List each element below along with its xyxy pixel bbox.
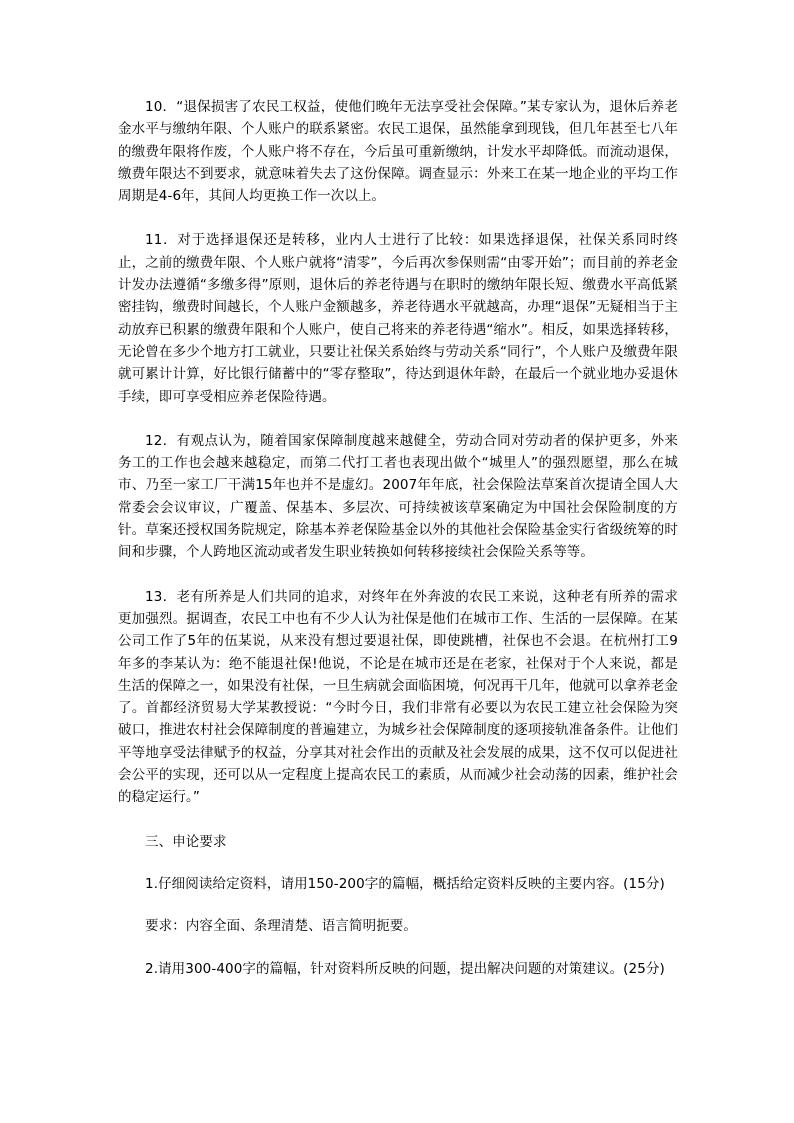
question-2: 2.请用300-400字的篇幅，针对资料所反映的问题，提出解决问题的对策建议。(25分) [145, 960, 665, 977]
paragraph-11: 11．对于选择退保还是转移，业内人士进行了比较：如果选择退保，社保关系同时终止，之前的缴费年限、个人账户就将“清零”，今后再次参保则需“由零开始”；而目前的养老金计发办法遵循“多缴多得”原则，退休后的养老待遇与在职时的缴纳年限长短、缴费水平高低紧密挂钩，缴费时间越长，个人账户金额越多，养老待遇水平就越高，办理“退保”无疑相当于主动放弃已积累的缴费年限和个人账户，使自己将来的养老待遇“缩水”。相反，如果选择转移，无论曾在多少个地方打工就业，只要让社保关系始终与劳动关系“同行”，个人账户及缴费年限就可累计计算，好比银行储蓄中的“零存整取”，待达到退休年龄，在最后一个就业地办妥退休手续，即可享受相应养老保险待遇。 [118, 232, 678, 405]
document-page [118, 96, 678, 980]
section-heading: 三、申论要求 [145, 833, 227, 850]
paragraph-12: 12．有观点认为，随着国家保障制度越来越健全，劳动合同对劳动者的保护更多，外来务工的工作也会越来越稳定，而第二代打工者也表现出做个“城里人”的强烈愿望，那么在城市、乃至一家工厂干满15年也并不是虚幻。2007年年底，社会保险法草案首次提请全国人大常委会会议审议，广覆盖、保基本、多层次、可持续被该草案确定为中国社会保险制度的方针。草案还授权国务院规定，除基本养老保险基金以外的其他社会保险基金实行省级统筹的时间和步骤，个人跨地区流动或者发生职业转换如何转移接续社会保险关系等等。 [118, 432, 678, 561]
paragraph-10: 10．“退保损害了农民工权益，使他们晚年无法享受社会保障。”某专家认为，退休后养老金水平与缴纳年限、个人账户的联系紧密。农民工退保，虽然能拿到现钱，但几年甚至七八年的缴费年限将作废，个人账户将不存在，今后虽可重新缴纳，计发水平却降低。而流动退保，缴费年限达不到要求，就意味着失去了这份保障。调查显示：外来工在某一地企业的平均工作周期是4-6年，其间人均更换工作一次以上。 [118, 99, 678, 205]
paragraph-13: 13．老有所养是人们共同的追求，对终年在外奔波的农民工来说，这种老有所养的需求更加强烈。据调查，农民工中也有不少人认为社保是他们在城市工作、生活的一层保障。在某公司工作了5年的伍某说，从来没有想过要退社保，即使跳槽，社保也不会退。在杭州打工9年多的李某认为：绝不能退社保!他说，不论是在城市还是在老家，社保对于个人来说，都是生活的保障之一，如果没有社保，一旦生病就会面临困境，何况再干几年，他就可以拿养老金了。首都经济贸易大学某教授说：“今时今日，我们非常有必要以为农民工建立社会保险为突破口，推进农村社会保障制度的普遍建立，为城乡社会保障制度的逐项接轨准备条件。让他们平等地享受法律赋予的权益，分享其对社会作出的贡献及社会发展的成果，这不仅可以促进社会公平的实现，还可以从一定程度上提高农民工的素质，从而减少社会动荡的因素，维护社会的稳定运行。” [118, 588, 678, 806]
question-1-requirement: 要求：内容全面、条理清楚、语言简明扼要。 [145, 918, 417, 935]
question-1: 1.仔细阅读给定资料，请用150-200字的篇幅，概括给定资料反映的主要内容。(15分) [145, 875, 665, 892]
